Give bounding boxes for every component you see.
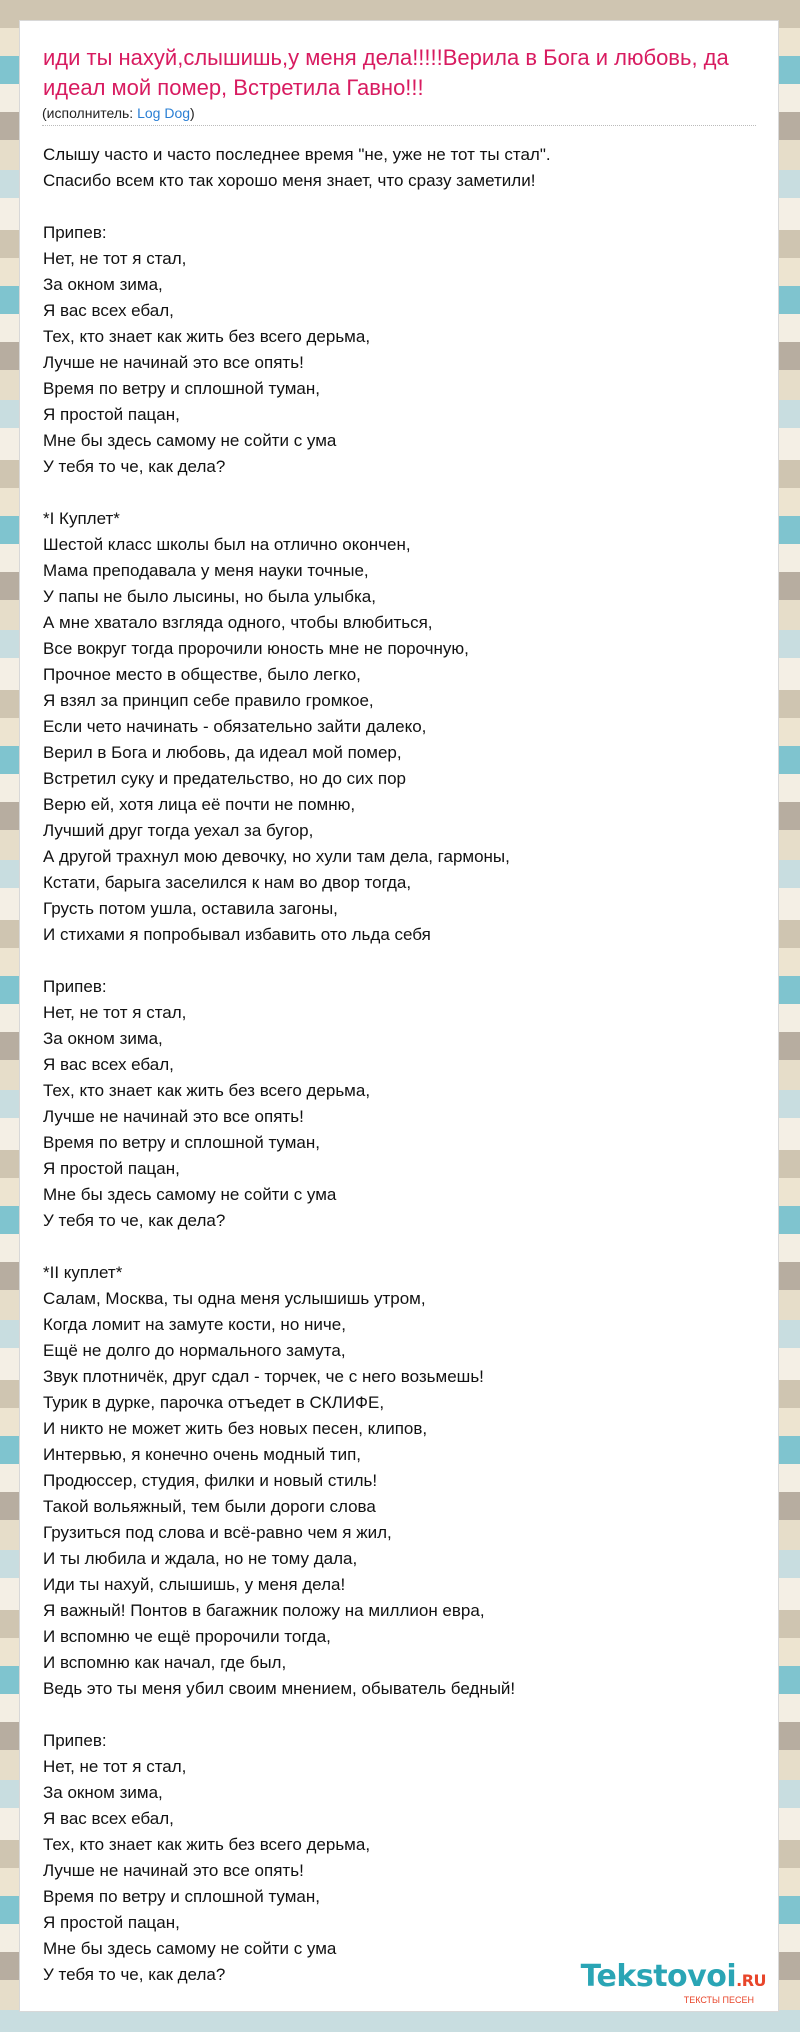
logo-tld: .RU: [736, 1971, 766, 1990]
logo-wordmark: [581, 1961, 766, 1997]
lyrics-text: Слышу часто и часто последнее время "не, уже не тот ты стал". Спасибо всем кто так хорошо меня знает, что сразу заметили! Припев: Нет, не тот я стал, За окном зима, Я вас всех ебал, Тех, кто знает как жить без всего дерьма, Лучше не начинай это все опять! Время по ветру и сплошной туман, Я простой пацан, Мне бы здесь самому не сойти с ума У тебя то че, как дела? *I Куплет* Шестой класс школы был на отлично окончен, Мама преподавала у меня науки точные, У папы не было лысины, но была улыбка, А мне хватало взгляда одного, чтобы влюбиться, Все вокруг тогда пророчили юность мне не порочную, Прочное место в обществе, было легко, Я взял за принцип себе правило громкое, Если чето начинать - обязательно зайти далеко, Верил в Бога и любовь, да идеал мой помер, Встретил суку и предательство, но до сих пор Верю ей, хотя лица её почти не помню, Лучший друг тогда уехал за бугор, А другой трахнул мою девочку, но хули там дела, гармоны, Кстати, барыга заселился к нам во двор тогда, Грусть потом ушла, оставила загоны, И стихами я попробывал избавить ото льда себя Припев: Нет, не тот я стал, За окном зима, Я вас всех ебал, Тех, кто знает как жить без всего дерьма, Лучше не начинай это все опять! Время по ветру и сплошной туман, Я простой пацан, Мне бы здесь самому не сойти с ума У тебя то че, как дела? *II куплет* Салам, Москва, ты одна меня услышишь утром, Когда ломит на замуте кости, но ниче, Ещё не долго до нормального замута, Звук плотничёк, друг сдал - торчек, че с него возьмешь! Турик в дурке, парочка отъедет в СКЛИФЕ, И никто не может жить без новых песен, клипов, Интервью, я конечно очень модный тип, Продюссер, студия, филки и новый стиль! Такой вольяжный, тем были дороги слова Грузиться под слова и всё-равно чем я жил, И ты любила и ждала, но не тому дала, Иди ты нахуй, слышишь, у меня дела! Я важный! Понтов в багажник положу на миллион евра, И вспомню че ещё пророчили тогда, И вспомню как начал, где был, Ведь это ты меня убил своим мнением, обыватель бедный! Припев: Нет, не тот я стал, За окном зима, Я вас всех ебал, Тех, кто знает как жить без всего дерьма, Лучше не начинай это все опять! Время по ветру и сплошной туман, Я простой пацан, Мне бы здесь самому не сойти с ума У тебя то че, как дела?: [43, 145, 551, 1984]
lyrics-card: [19, 20, 779, 2012]
logo-name: Tekstovoi: [580, 1959, 737, 1994]
logo-tagline: ТЕКСТЫ ПЕСЕН: [683, 1995, 754, 2005]
site-logo[interactable]: [581, 1961, 766, 2005]
artist-link[interactable]: Log Dog: [137, 105, 191, 121]
song-title: иди ты нахуй,слышишь,у меня дела!!!!!Верила в Бога и любовь, да идеал мой помер, Встретила Гавно!!!: [43, 45, 729, 100]
artist-prefix: (исполнитель:: [42, 105, 138, 121]
artist-line: [42, 105, 756, 126]
artist-suffix: ): [190, 105, 195, 121]
